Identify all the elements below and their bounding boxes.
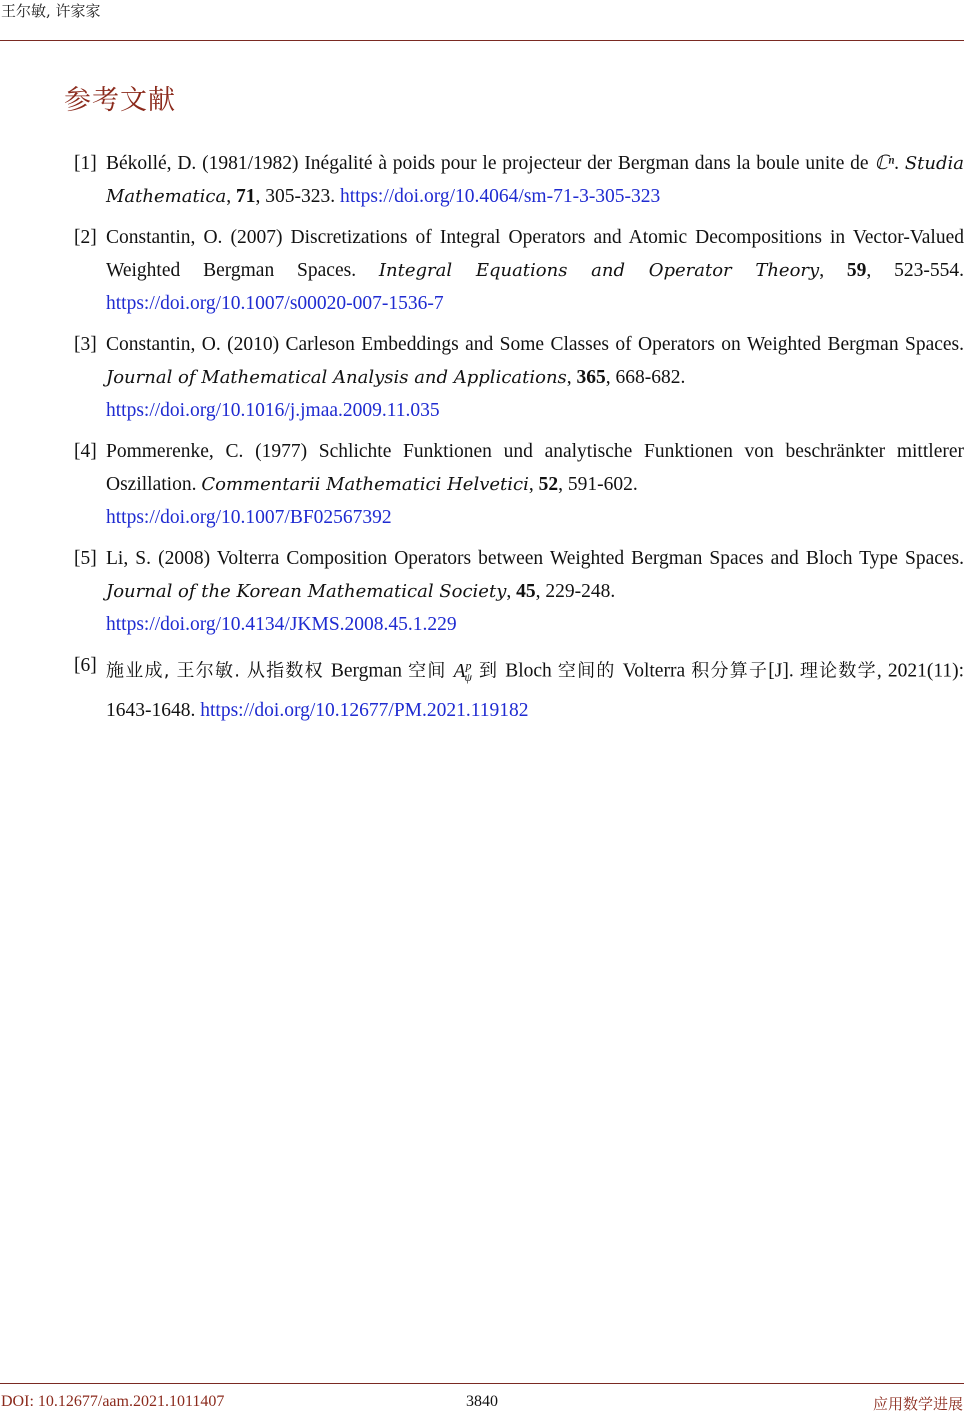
volume: 52 [538,474,559,495]
reference-text: Li, S. (2008) Volterra Composition Operators between Weighted Bergman Spaces and Bloch Type Spaces. [106,548,964,569]
volume: 71 [236,186,256,207]
reference-text: Békollé, D. (1981/1982) Inégalité à poids pour le projecteur der Bergman dans la boule unite de [106,153,875,174]
journal-name: Studia Mathematica [106,153,964,207]
reference-text-cjk: 施业成, 王尔敏. 从指数权 [106,660,331,682]
doi-link[interactable]: https://doi.org/10.4064/sm-71-3-305-323 [340,186,661,207]
volume: 365 [576,367,606,388]
math-symbol: ℂⁿ [874,153,895,174]
journal-name: Commentarii Mathematici Helvetici [201,474,529,495]
doi-link[interactable]: https://doi.org/10.12677/PM.2021.119182 [200,700,529,722]
reference-number: [6] [74,655,97,676]
volume: 59 [846,260,867,281]
reference-number: [3] [74,334,97,355]
section-title: 参考文献 [64,85,176,116]
reference-item: [3] Constantin, O. (2010) Carleson Embeddings and Some Classes of Operators on Weighted Bergman Spaces. Journal of Mathematical Analysis and Applications, 365, 668-682. https://doi.org/10.1016/j.jmaa.2009.11.035 [74,328,964,427]
reference-item: [4] Pommerenke, C. (1977) Schlichte Funktionen und analytische Funktionen von beschränkter mittlerer Oszillation. Commentarii Mathematici Helvetici, 52, 591-602. https://doi.org/10.1007/BF02567392 [74,435,964,534]
reference-text: Constantin, O. (2007) Discretizations of Integral Operators and Atomic Decompositions in Vector-Valued Weighted Bergman Spaces. [106,227,964,281]
reference-item: [5] Li, S. (2008) Volterra Composition Operators between Weighted Bergman Spaces and Bloch Type Spaces. Journal of the Korean Mathematical Society, 45, 229-248. https://doi.org/10.4134/JKMS.2008.45.1.229 [74,542,964,641]
footer-journal-name: 应用数学进展 [872,1395,963,1413]
header-authors: 王尔敏, 许家家 [1,2,101,20]
pages: , 523-554. [866,260,964,281]
reference-item: [6] 施业成, 王尔敏. 从指数权 Bergman 空间 $A^p_\psi$ 到 Bloch 空间的 Volterra 积分算子[J]. 理论数学, 2021(11): 1643-1648. https://doi.org/10.12677/PM.2021.119182 [74,649,964,727]
reference-number: [4] [74,441,97,462]
reference-number: [2] [74,227,97,248]
pages: , 591-602. [558,474,638,495]
reference-list [74,147,964,735]
page-number: 3840 [466,1393,498,1410]
doi-link[interactable]: https://doi.org/10.1007/s00020-007-1536-7 [106,293,444,314]
reference-number: [1] [74,153,97,174]
footer-doi: DOI: 10.12677/aam.2021.1011407 [1,1393,225,1410]
reference-item: [2] Constantin, O. (2007) Discretizations of Integral Operators and Atomic Decompositions in Vector-Valued Weighted Bergman Spaces. Integral Equations and Operator Theory, 59, 523-554. https://doi.org/10.1007/s00020-007-1536-7 [74,221,964,320]
reference-item: [1] Békollé, D. (1981/1982) Inégalité à poids pour le projecteur der Bergman dans la boule unite de ℂⁿ. Studia Mathematica, 71, 305-323. https://doi.org/10.4064/sm-71-3-305-323 [74,147,964,213]
page-footer [0,1383,964,1415]
journal-name: Integral Equations and Operator Theory [378,260,820,281]
volume: 45 [516,581,536,602]
doi-link[interactable]: https://doi.org/10.4134/JKMS.2008.45.1.229 [106,614,457,635]
journal-name: Journal of the Korean Mathematical Society [106,581,507,602]
reference-text: Pommerenke, C. (1977) Schlichte Funktionen und analytische Funktionen von beschränkter mittlerer Oszillation. [106,441,964,495]
math-symbol: $A^p_\psi$ [453,658,472,685]
pages: , 229-248. [535,581,616,602]
page-header [0,0,964,41]
reference-text: Constantin, O. (2010) Carleson Embeddings and Some Classes of Operators on Weighted Bergman Spaces. [106,334,964,355]
doi-link[interactable]: https://doi.org/10.1007/BF02567392 [106,507,392,528]
journal-name: Journal of Mathematical Analysis and Applications [106,367,567,388]
reference-number: [5] [74,548,97,569]
pages: , 668-682. [605,367,686,388]
pages: , 305-323. [255,186,340,207]
doi-link[interactable]: https://doi.org/10.1016/j.jmaa.2009.11.035 [106,400,440,421]
